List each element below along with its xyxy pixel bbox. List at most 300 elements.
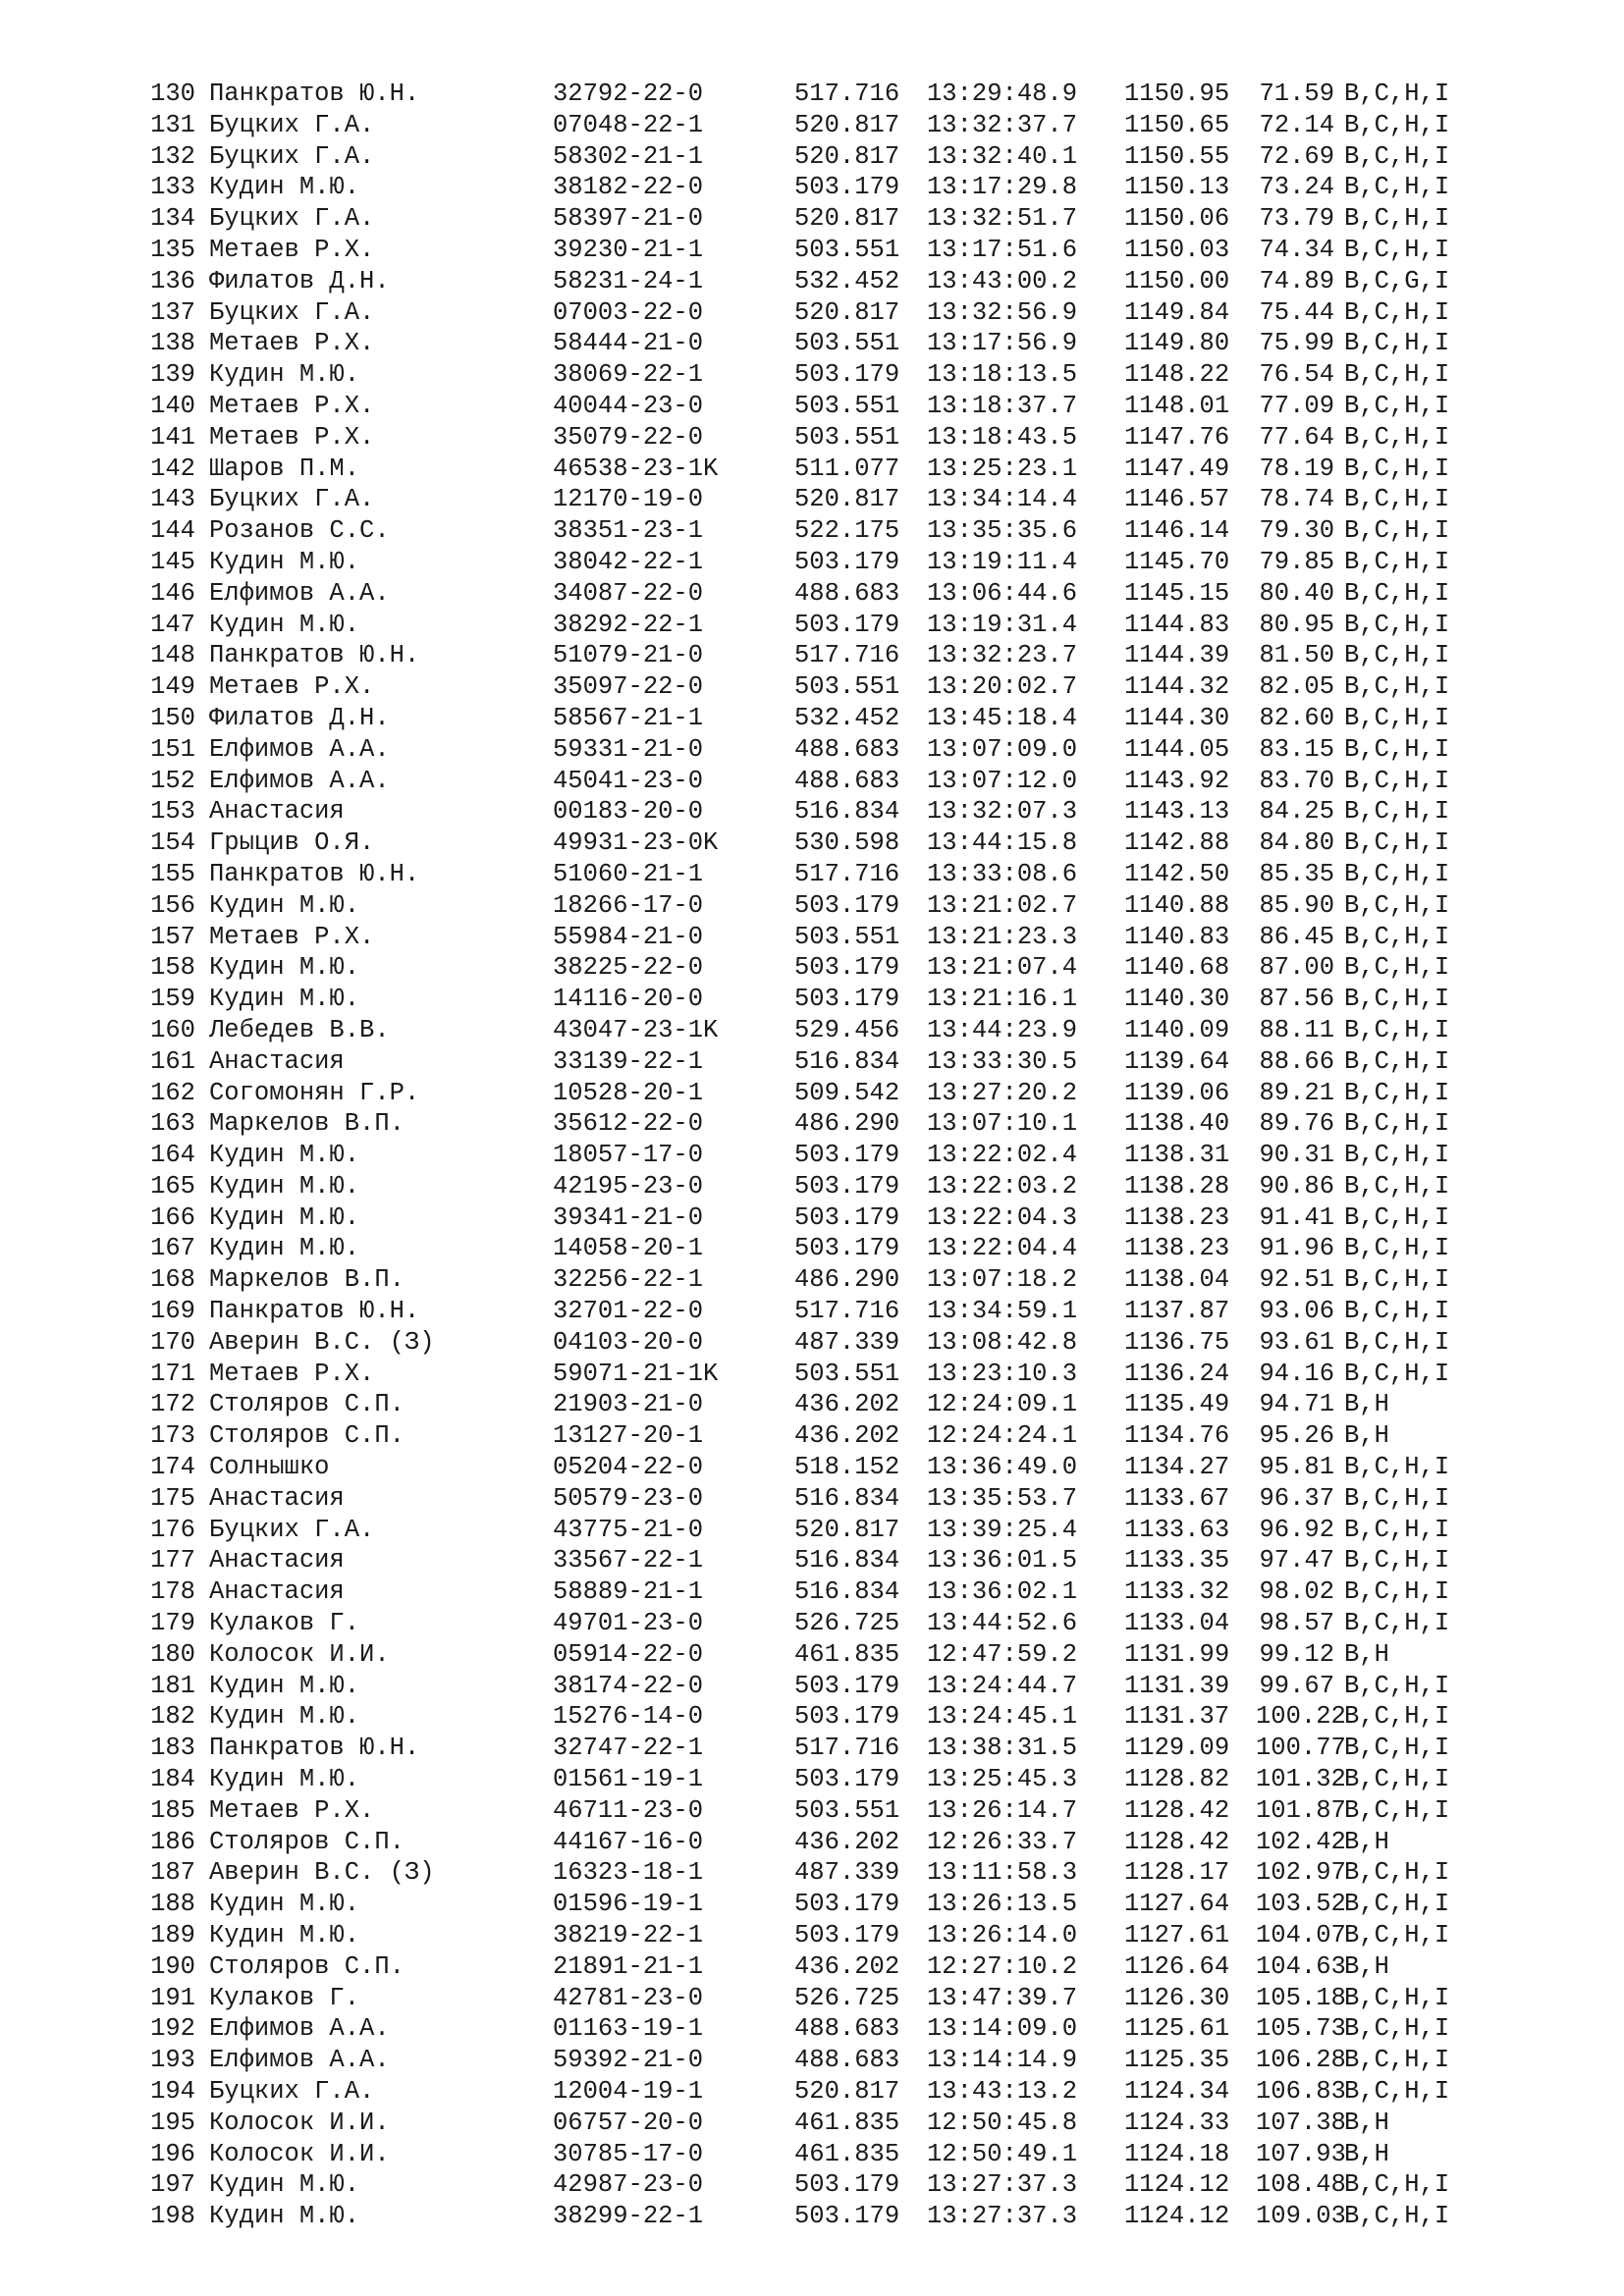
arrival-time-cell: 13:32:37.7 <box>927 110 1078 139</box>
coefficient-cell: 74.34 <box>1259 235 1334 264</box>
result-row <box>138 703 1521 734</box>
coefficient-cell: 78.19 <box>1259 454 1334 483</box>
rank-cell: 146 <box>150 578 195 608</box>
distance-cell: 532.452 <box>794 703 900 732</box>
fancier-name-cell: Согомонян Г.Р. <box>209 1078 420 1107</box>
coefficient-cell: 100.22 <box>1256 1702 1346 1732</box>
speed-cell: 1128.82 <box>1124 1765 1230 1794</box>
ring-number-cell: 38174-22-0 <box>553 1671 704 1700</box>
result-row <box>138 328 1521 359</box>
rank-cell: 191 <box>150 1983 195 2012</box>
rank-cell: 168 <box>150 1265 195 1295</box>
rank-cell: 190 <box>150 1951 195 1981</box>
fancier-name-cell: Анастасия <box>209 797 345 827</box>
rank-cell: 174 <box>150 1453 195 1482</box>
rank-cell: 189 <box>150 1921 195 1950</box>
categories-cell: B,C,H,I <box>1344 1453 1450 1482</box>
distance-cell: 516.834 <box>794 1483 900 1513</box>
rank-cell: 163 <box>150 1109 195 1139</box>
coefficient-cell: 88.66 <box>1259 1046 1334 1076</box>
rank-cell: 155 <box>150 859 195 888</box>
arrival-time-cell: 13:07:18.2 <box>927 1265 1078 1295</box>
coefficient-cell: 99.12 <box>1259 1639 1334 1669</box>
ring-number-cell: 46538-23-1K <box>553 454 719 483</box>
arrival-time-cell: 13:19:11.4 <box>927 547 1078 576</box>
categories-cell: B,C,H,I <box>1344 1983 1450 2012</box>
fancier-name-cell: Буцких Г.А. <box>209 204 375 234</box>
distance-cell: 516.834 <box>794 1546 900 1575</box>
result-row <box>138 172 1521 203</box>
result-row <box>138 1483 1521 1515</box>
fancier-name-cell: Кудин М.Ю. <box>209 1171 360 1201</box>
rank-cell: 198 <box>150 2202 195 2231</box>
rank-cell: 156 <box>150 890 195 920</box>
categories-cell: B,C,H,I <box>1344 454 1450 483</box>
rank-cell: 193 <box>150 2046 195 2075</box>
distance-cell: 436.202 <box>794 1951 900 1981</box>
result-row <box>138 1233 1521 1264</box>
distance-cell: 503.179 <box>794 2170 900 2200</box>
rank-cell: 192 <box>150 2014 195 2044</box>
coefficient-cell: 95.81 <box>1259 1453 1334 1482</box>
coefficient-cell: 100.77 <box>1256 1734 1346 1763</box>
arrival-time-cell: 13:08:42.8 <box>927 1327 1078 1357</box>
categories-cell: B,C,H,I <box>1344 1546 1450 1575</box>
speed-cell: 1140.88 <box>1124 890 1230 920</box>
fancier-name-cell: Елфимов А.А. <box>209 578 390 608</box>
categories-cell: B,H <box>1344 1421 1389 1451</box>
distance-cell: 503.551 <box>794 672 900 702</box>
fancier-name-cell: Столяров С.П. <box>209 1421 405 1451</box>
fancier-name-cell: Елфимов А.А. <box>209 2014 390 2044</box>
arrival-time-cell: 12:24:09.1 <box>927 1390 1078 1419</box>
fancier-name-cell: Кулаков Г. <box>209 1609 360 1638</box>
arrival-time-cell: 13:34:59.1 <box>927 1297 1078 1326</box>
ring-number-cell: 14058-20-1 <box>553 1234 704 1263</box>
fancier-name-cell: Кудин М.Ю. <box>209 2170 360 2200</box>
ring-number-cell: 42987-23-0 <box>553 2170 704 2200</box>
categories-cell: B,C,H,I <box>1344 610 1450 639</box>
rank-cell: 165 <box>150 1171 195 1201</box>
arrival-time-cell: 13:25:45.3 <box>927 1765 1078 1794</box>
coefficient-cell: 103.52 <box>1256 1890 1346 1919</box>
coefficient-cell: 72.14 <box>1259 110 1334 139</box>
result-row <box>138 952 1521 984</box>
speed-cell: 1140.30 <box>1124 985 1230 1014</box>
speed-cell: 1134.76 <box>1124 1421 1230 1451</box>
distance-cell: 503.179 <box>794 1171 900 1201</box>
rank-cell: 164 <box>150 1141 195 1170</box>
speed-cell: 1150.95 <box>1124 80 1230 108</box>
speed-cell: 1138.23 <box>1124 1234 1230 1263</box>
distance-cell: 511.077 <box>794 454 900 483</box>
ring-number-cell: 07003-22-0 <box>553 297 704 327</box>
coefficient-cell: 84.25 <box>1259 797 1334 827</box>
categories-cell: B,C,H,I <box>1344 1171 1450 1201</box>
arrival-time-cell: 13:21:16.1 <box>927 985 1078 1014</box>
categories-cell: B,C,H,I <box>1344 1297 1450 1326</box>
ring-number-cell: 35097-22-0 <box>553 672 704 702</box>
categories-cell: B,C,H,I <box>1344 1234 1450 1263</box>
ring-number-cell: 00183-20-0 <box>553 797 704 827</box>
speed-cell: 1134.27 <box>1124 1453 1230 1482</box>
arrival-time-cell: 13:32:23.7 <box>927 641 1078 670</box>
categories-cell: B,H <box>1344 2139 1389 2168</box>
coefficient-cell: 88.11 <box>1259 1015 1334 1044</box>
coefficient-cell: 80.95 <box>1259 610 1334 639</box>
coefficient-cell: 93.61 <box>1259 1327 1334 1357</box>
categories-cell: B,C,G,I <box>1344 266 1450 295</box>
distance-cell: 503.179 <box>794 610 900 639</box>
ring-number-cell: 58444-21-0 <box>553 329 704 358</box>
coefficient-cell: 86.45 <box>1259 922 1334 951</box>
coefficient-cell: 109.03 <box>1256 2202 1346 2231</box>
rank-cell: 180 <box>150 1639 195 1669</box>
fancier-name-cell: Анастасия <box>209 1546 345 1575</box>
coefficient-cell: 108.48 <box>1256 2170 1346 2200</box>
distance-cell: 518.152 <box>794 1453 900 1482</box>
result-row <box>138 359 1521 391</box>
coefficient-cell: 87.00 <box>1259 953 1334 983</box>
fancier-name-cell: Кудин М.Ю. <box>209 953 360 983</box>
ring-number-cell: 01163-19-1 <box>553 2014 704 2044</box>
fancier-name-cell: Кудин М.Ю. <box>209 1702 360 1732</box>
arrival-time-cell: 13:11:58.3 <box>927 1858 1078 1888</box>
result-row <box>138 1795 1521 1827</box>
speed-cell: 1138.40 <box>1124 1109 1230 1139</box>
distance-cell: 503.179 <box>794 1141 900 1170</box>
result-row <box>138 1202 1521 1234</box>
arrival-time-cell: 13:27:37.3 <box>927 2170 1078 2200</box>
rank-cell: 196 <box>150 2139 195 2168</box>
coefficient-cell: 96.37 <box>1259 1483 1334 1513</box>
speed-cell: 1144.30 <box>1124 703 1230 732</box>
categories-cell: B,C,H,I <box>1344 1141 1450 1170</box>
arrival-time-cell: 13:45:18.4 <box>927 703 1078 732</box>
ring-number-cell: 38069-22-1 <box>553 360 704 390</box>
result-row <box>138 2169 1521 2201</box>
speed-cell: 1136.24 <box>1124 1359 1230 1388</box>
distance-cell: 520.817 <box>794 297 900 327</box>
coefficient-cell: 75.99 <box>1259 329 1334 358</box>
categories-cell: B,C,H,I <box>1344 110 1450 139</box>
arrival-time-cell: 13:21:07.4 <box>927 953 1078 983</box>
coefficient-cell: 105.73 <box>1256 2014 1346 2044</box>
speed-cell: 1124.12 <box>1124 2202 1230 2231</box>
rank-cell: 183 <box>150 1734 195 1763</box>
coefficient-cell: 98.02 <box>1259 1577 1334 1607</box>
distance-cell: 516.834 <box>794 1046 900 1076</box>
speed-cell: 1148.01 <box>1124 391 1230 420</box>
rank-cell: 130 <box>150 80 195 108</box>
coefficient-cell: 102.97 <box>1256 1858 1346 1888</box>
fancier-name-cell: Метаев Р.Х. <box>209 329 375 358</box>
categories-cell: B,H <box>1344 1639 1389 1669</box>
distance-cell: 503.551 <box>794 391 900 420</box>
distance-cell: 503.179 <box>794 1890 900 1919</box>
categories-cell: B,H <box>1344 2108 1389 2137</box>
result-row <box>138 1327 1521 1359</box>
ring-number-cell: 07048-22-1 <box>553 110 704 139</box>
fancier-name-cell: Кудин М.Ю. <box>209 1202 360 1232</box>
result-row <box>138 2076 1521 2108</box>
fancier-name-cell: Елфимов А.А. <box>209 2046 390 2075</box>
arrival-time-cell: 13:29:48.9 <box>927 80 1078 108</box>
arrival-time-cell: 13:24:44.7 <box>927 1671 1078 1700</box>
categories-cell: B,C,H,I <box>1344 80 1450 108</box>
speed-cell: 1145.70 <box>1124 547 1230 576</box>
arrival-time-cell: 13:44:52.6 <box>927 1609 1078 1638</box>
speed-cell: 1150.06 <box>1124 204 1230 234</box>
distance-cell: 461.835 <box>794 1639 900 1669</box>
arrival-time-cell: 13:32:51.7 <box>927 204 1078 234</box>
distance-cell: 503.179 <box>794 1765 900 1794</box>
speed-cell: 1131.39 <box>1124 1671 1230 1700</box>
ring-number-cell: 49701-23-0 <box>553 1609 704 1638</box>
coefficient-cell: 81.50 <box>1259 641 1334 670</box>
ring-number-cell: 16323-18-1 <box>553 1858 704 1888</box>
arrival-time-cell: 13:18:43.5 <box>927 422 1078 452</box>
result-row <box>138 2013 1521 2045</box>
coefficient-cell: 73.24 <box>1259 173 1334 202</box>
ring-number-cell: 04103-20-0 <box>553 1327 704 1357</box>
speed-cell: 1124.33 <box>1124 2108 1230 2137</box>
fancier-name-cell: Метаев Р.Х. <box>209 391 375 420</box>
speed-cell: 1128.42 <box>1124 1795 1230 1825</box>
rank-cell: 140 <box>150 391 195 420</box>
distance-cell: 503.551 <box>794 1795 900 1825</box>
speed-cell: 1150.03 <box>1124 235 1230 264</box>
categories-cell: B,C,H,I <box>1344 141 1450 171</box>
rank-cell: 175 <box>150 1483 195 1513</box>
rank-cell: 179 <box>150 1609 195 1638</box>
categories-cell: B,C,H,I <box>1344 1078 1450 1107</box>
arrival-time-cell: 13:17:29.8 <box>927 173 1078 202</box>
result-row <box>138 1701 1521 1733</box>
ring-number-cell: 38292-22-1 <box>553 610 704 639</box>
ring-number-cell: 32256-22-1 <box>553 1265 704 1295</box>
fancier-name-cell: Маркелов В.П. <box>209 1109 405 1139</box>
speed-cell: 1140.09 <box>1124 1015 1230 1044</box>
categories-cell: B,C,H,I <box>1344 2046 1450 2075</box>
coefficient-cell: 71.59 <box>1259 80 1334 108</box>
arrival-time-cell: 13:22:04.4 <box>927 1234 1078 1263</box>
distance-cell: 503.179 <box>794 1921 900 1950</box>
arrival-time-cell: 13:33:08.6 <box>927 859 1078 888</box>
coefficient-cell: 74.89 <box>1259 266 1334 295</box>
coefficient-cell: 107.38 <box>1256 2108 1346 2137</box>
coefficient-cell: 80.40 <box>1259 578 1334 608</box>
coefficient-cell: 90.31 <box>1259 1141 1334 1170</box>
arrival-time-cell: 13:43:00.2 <box>927 266 1078 295</box>
speed-cell: 1133.35 <box>1124 1546 1230 1575</box>
ring-number-cell: 38299-22-1 <box>553 2202 704 2231</box>
ring-number-cell: 58889-21-1 <box>553 1577 704 1607</box>
fancier-name-cell: Столяров С.П. <box>209 1827 405 1856</box>
rank-cell: 151 <box>150 734 195 764</box>
rank-cell: 136 <box>150 266 195 295</box>
speed-cell: 1128.17 <box>1124 1858 1230 1888</box>
rank-cell: 147 <box>150 610 195 639</box>
result-row <box>138 734 1521 766</box>
ring-number-cell: 38042-22-1 <box>553 547 704 576</box>
coefficient-cell: 94.71 <box>1259 1390 1334 1419</box>
distance-cell: 486.290 <box>794 1265 900 1295</box>
fancier-name-cell: Кудин М.Ю. <box>209 173 360 202</box>
ring-number-cell: 44167-16-0 <box>553 1827 704 1856</box>
arrival-time-cell: 13:36:02.1 <box>927 1577 1078 1607</box>
distance-cell: 503.179 <box>794 360 900 390</box>
fancier-name-cell: Шаров П.М. <box>209 454 360 483</box>
coefficient-cell: 104.63 <box>1256 1951 1346 1981</box>
result-row <box>138 828 1521 859</box>
result-row <box>138 547 1521 578</box>
arrival-time-cell: 13:35:35.6 <box>927 516 1078 546</box>
result-row <box>138 1140 1521 1171</box>
speed-cell: 1133.04 <box>1124 1609 1230 1638</box>
ring-number-cell: 51079-21-0 <box>553 641 704 670</box>
result-row <box>138 1576 1521 1608</box>
speed-cell: 1150.00 <box>1124 266 1230 295</box>
ring-number-cell: 59392-21-0 <box>553 2046 704 2075</box>
rank-cell: 141 <box>150 422 195 452</box>
categories-cell: B,C,H,I <box>1344 1202 1450 1232</box>
fancier-name-cell: Метаев Р.Х. <box>209 1359 375 1388</box>
result-row <box>138 1015 1521 1046</box>
distance-cell: 503.179 <box>794 547 900 576</box>
result-row <box>138 1078 1521 1109</box>
coefficient-cell: 95.26 <box>1259 1421 1334 1451</box>
rank-cell: 177 <box>150 1546 195 1575</box>
fancier-name-cell: Буцких Г.А. <box>209 297 375 327</box>
fancier-name-cell: Филатов Д.Н. <box>209 703 390 732</box>
speed-cell: 1131.99 <box>1124 1639 1230 1669</box>
categories-cell: B,C,H,I <box>1344 173 1450 202</box>
result-row <box>138 484 1521 515</box>
arrival-time-cell: 13:34:14.4 <box>927 485 1078 514</box>
speed-cell: 1124.12 <box>1124 2170 1230 2200</box>
result-row <box>138 1420 1521 1452</box>
ring-number-cell: 46711-23-0 <box>553 1795 704 1825</box>
rank-cell: 187 <box>150 1858 195 1888</box>
fancier-name-cell: Буцких Г.А. <box>209 2077 375 2106</box>
ring-number-cell: 42781-23-0 <box>553 1983 704 2012</box>
categories-cell: B,C,H,I <box>1344 766 1450 795</box>
result-row <box>138 1857 1521 1889</box>
coefficient-cell: 101.87 <box>1256 1795 1346 1825</box>
coefficient-cell: 85.90 <box>1259 890 1334 920</box>
categories-cell: B,C,H,I <box>1344 641 1450 670</box>
result-row <box>138 454 1521 485</box>
distance-cell: 516.834 <box>794 1577 900 1607</box>
ring-number-cell: 18266-17-0 <box>553 890 704 920</box>
categories-cell: B,C,H,I <box>1344 2170 1450 2200</box>
speed-cell: 1143.92 <box>1124 766 1230 795</box>
fancier-name-cell: Грыцив О.Я. <box>209 828 375 858</box>
rank-cell: 166 <box>150 1202 195 1232</box>
categories-cell: B,H <box>1344 1951 1389 1981</box>
rank-cell: 152 <box>150 766 195 795</box>
ring-number-cell: 13127-20-1 <box>553 1421 704 1451</box>
speed-cell: 1126.64 <box>1124 1951 1230 1981</box>
categories-cell: B,C,H,I <box>1344 1921 1450 1950</box>
speed-cell: 1149.80 <box>1124 329 1230 358</box>
rank-cell: 144 <box>150 516 195 546</box>
fancier-name-cell: Столяров С.П. <box>209 1951 405 1981</box>
ring-number-cell: 38219-22-1 <box>553 1921 704 1950</box>
categories-cell: B,C,H,I <box>1344 1046 1450 1076</box>
rank-cell: 133 <box>150 173 195 202</box>
arrival-time-cell: 13:26:14.0 <box>927 1921 1078 1950</box>
coefficient-cell: 83.70 <box>1259 766 1334 795</box>
rank-cell: 150 <box>150 703 195 732</box>
ring-number-cell: 58231-24-1 <box>553 266 704 295</box>
fancier-name-cell: Маркелов В.П. <box>209 1265 405 1295</box>
speed-cell: 1147.76 <box>1124 422 1230 452</box>
speed-cell: 1135.49 <box>1124 1390 1230 1419</box>
coefficient-cell: 83.15 <box>1259 734 1334 764</box>
speed-cell: 1139.06 <box>1124 1078 1230 1107</box>
speed-cell: 1138.31 <box>1124 1141 1230 1170</box>
arrival-time-cell: 12:24:24.1 <box>927 1421 1078 1451</box>
distance-cell: 503.551 <box>794 235 900 264</box>
speed-cell: 1143.13 <box>1124 797 1230 827</box>
result-row <box>138 1920 1521 1951</box>
ring-number-cell: 06757-20-0 <box>553 2108 704 2137</box>
speed-cell: 1133.63 <box>1124 1515 1230 1544</box>
result-row <box>138 984 1521 1015</box>
arrival-time-cell: 13:44:15.8 <box>927 828 1078 858</box>
arrival-time-cell: 13:22:03.2 <box>927 1171 1078 1201</box>
rank-cell: 158 <box>150 953 195 983</box>
coefficient-cell: 89.76 <box>1259 1109 1334 1139</box>
fancier-name-cell: Кулаков Г. <box>209 1983 360 2012</box>
result-row <box>138 2108 1521 2139</box>
ring-number-cell: 43775-21-0 <box>553 1515 704 1544</box>
fancier-name-cell: Кудин М.Ю. <box>209 1921 360 1950</box>
categories-cell: B,C,H,I <box>1344 391 1450 420</box>
rank-cell: 176 <box>150 1515 195 1544</box>
result-row <box>138 922 1521 953</box>
categories-cell: B,C,H,I <box>1344 1795 1450 1825</box>
speed-cell: 1129.09 <box>1124 1734 1230 1763</box>
distance-cell: 530.598 <box>794 828 900 858</box>
speed-cell: 1150.13 <box>1124 173 1230 202</box>
arrival-time-cell: 13:27:20.2 <box>927 1078 1078 1107</box>
rank-cell: 148 <box>150 641 195 670</box>
ring-number-cell: 43047-23-1K <box>553 1015 719 1044</box>
coefficient-cell: 94.16 <box>1259 1359 1334 1388</box>
categories-cell: B,C,H,I <box>1344 1702 1450 1732</box>
rank-cell: 172 <box>150 1390 195 1419</box>
result-row <box>138 1827 1521 1858</box>
categories-cell: B,C,H,I <box>1344 422 1450 452</box>
ring-number-cell: 15276-14-0 <box>553 1702 704 1732</box>
categories-cell: B,C,H,I <box>1344 828 1450 858</box>
coefficient-cell: 101.32 <box>1256 1765 1346 1794</box>
ring-number-cell: 35612-22-0 <box>553 1109 704 1139</box>
rank-cell: 186 <box>150 1827 195 1856</box>
result-row <box>138 1733 1521 1764</box>
distance-cell: 520.817 <box>794 110 900 139</box>
result-row <box>138 1171 1521 1202</box>
fancier-name-cell: Панкратов Ю.Н. <box>209 1734 420 1763</box>
rank-cell: 188 <box>150 1890 195 1919</box>
result-row <box>138 422 1521 454</box>
distance-cell: 461.835 <box>794 2139 900 2168</box>
arrival-time-cell: 13:21:23.3 <box>927 922 1078 951</box>
result-row <box>138 2045 1521 2076</box>
